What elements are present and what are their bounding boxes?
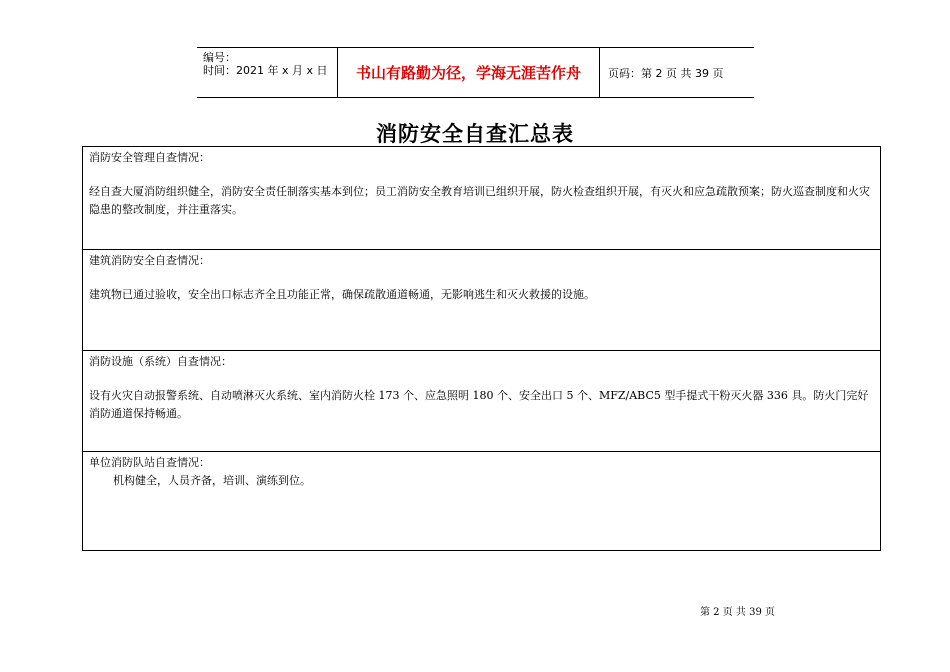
header-page-info: 页码：第 2 页 共 39 页 bbox=[608, 66, 724, 80]
section-body: 经自查大厦消防组织健全，消防安全责任制落实基本到位；员工消防安全教育培训已组织开展，防火检查组织开展，有灭火和应急疏散预案；防火巡查制度和火灾隐患的整改制度，并注重落实。 bbox=[89, 185, 870, 216]
section-title: 单位消防队站自查情况： bbox=[89, 456, 210, 469]
header-meta-cell bbox=[197, 48, 338, 97]
section-body: 机构健全，人员齐备，培训、演练到位。 bbox=[113, 474, 311, 487]
motto-text: 书山有路勤为径，学海无涯苦作舟 bbox=[355, 64, 581, 82]
section-fire-station bbox=[83, 451, 880, 550]
inspection-summary-table bbox=[82, 146, 881, 551]
section-body: 设有火灾自动报警系统、自动喷淋灭火系统、室内消防火栓 173 个、应急照明 180 个、安全出口 5 个、MFZ/ABC5 型手提式干粉灭火器 336 具。防火门完好消防通道保持畅通。 bbox=[89, 389, 869, 420]
section-body: 建筑物已通过验收，安全出口标志齐全且功能正常，确保疏散通道畅通，无影响逃生和灭火救援的设施。 bbox=[89, 288, 595, 301]
header-motto-cell bbox=[338, 48, 600, 97]
section-title: 消防设施（系统）自查情况： bbox=[89, 355, 232, 368]
section-facilities bbox=[83, 350, 880, 451]
document-date: 时间：2021 年 x 月 x 日 bbox=[203, 64, 328, 77]
section-building bbox=[83, 249, 880, 350]
document-header bbox=[197, 47, 754, 98]
document-title: 消防安全自查汇总表 bbox=[376, 122, 574, 146]
document-number-label: 编号： bbox=[203, 51, 236, 64]
section-title: 消防安全管理自查情况： bbox=[89, 151, 210, 164]
section-title: 建筑消防安全自查情况： bbox=[89, 254, 210, 267]
page-footer: 第 2 页 共 39 页 bbox=[700, 607, 775, 618]
section-management bbox=[83, 147, 880, 249]
